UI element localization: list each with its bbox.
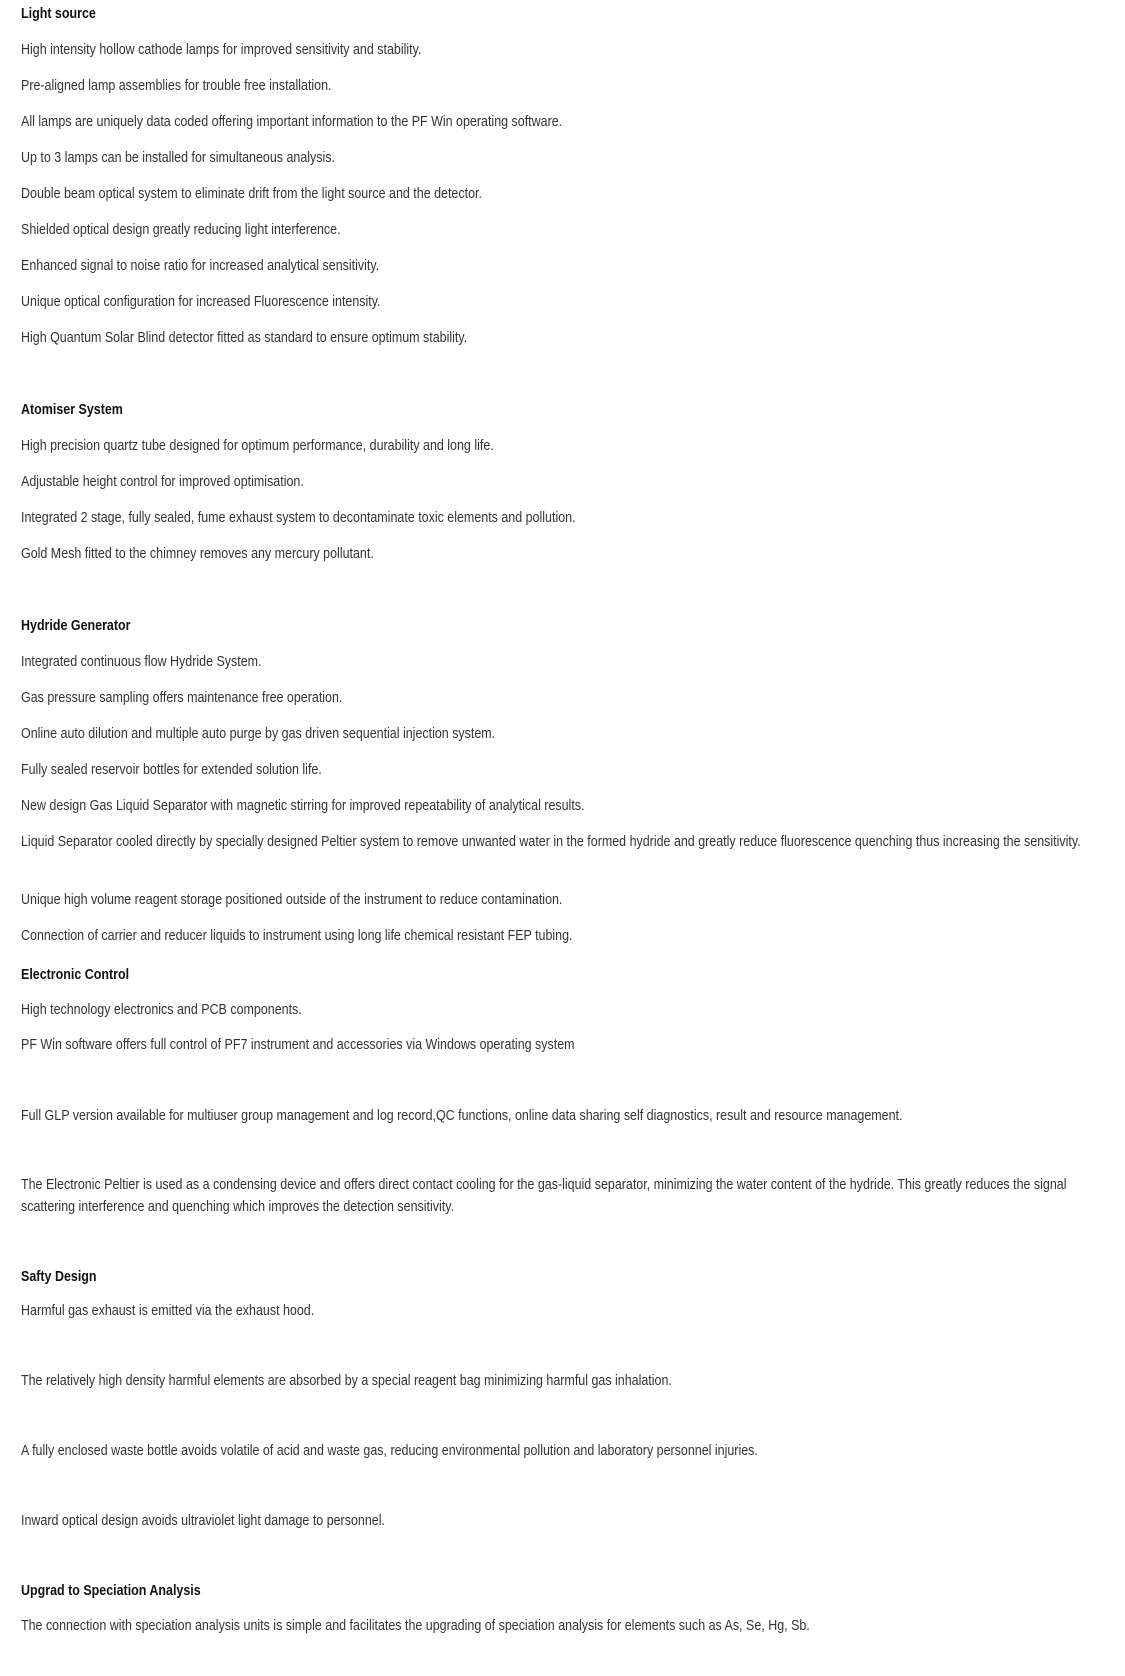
- paragraph: High intensity hollow cathode lamps for improved sensitivity and stability.: [21, 42, 422, 58]
- paragraph: The relatively high density harmful elements are absorbed by a special reagent bag minimizing harmful gas inhalation.: [21, 1373, 672, 1389]
- paragraph: Harmful gas exhaust is emitted via the exhaust hood.: [21, 1303, 315, 1319]
- paragraph: High precision quartz tube designed for optimum performance, durability and long life.: [21, 438, 494, 454]
- paragraph: PF Win software offers full control of PF7 instrument and accessories via Windows operating system: [21, 1037, 575, 1053]
- paragraph: High technology electronics and PCB components.: [21, 1002, 302, 1018]
- section-heading-hydride-generator: Hydride Generator: [21, 618, 131, 634]
- paragraph: Liquid Separator cooled directly by specially designed Peltier system to remove unwanted water in the formed hydride and greatly reduce fluorescence quenching thus increasing the sensitivity.: [21, 834, 1081, 850]
- paragraph: Shielded optical design greatly reducing light interference.: [21, 222, 341, 238]
- paragraph: Enhanced signal to noise ratio for increased analytical sensitivity.: [21, 258, 380, 274]
- paragraph: Online auto dilution and multiple auto purge by gas driven sequential injection system.: [21, 726, 496, 742]
- section-heading-light-source: Light source: [21, 6, 96, 22]
- paragraph: Pre-aligned lamp assemblies for trouble free installation.: [21, 78, 332, 94]
- paragraph: All lamps are uniquely data coded offering important information to the PF Win operating software.: [21, 114, 563, 130]
- paragraph: High Quantum Solar Blind detector fitted as standard to ensure optimum stability.: [21, 330, 468, 346]
- paragraph: Unique high volume reagent storage positioned outside of the instrument to reduce contamination.: [21, 892, 563, 908]
- paragraph: Integrated continuous flow Hydride System.: [21, 654, 262, 670]
- paragraph: Up to 3 lamps can be installed for simultaneous analysis.: [21, 150, 335, 166]
- paragraph: A fully enclosed waste bottle avoids volatile of acid and waste gas, reducing environmental pollution and laboratory personnel injuries.: [21, 1443, 758, 1459]
- paragraph: Adjustable height control for improved optimisation.: [21, 474, 304, 490]
- paragraph: The Electronic Peltier is used as a condensing device and offers direct contact cooling for the gas-liquid separator, minimizing the water content of the hydride. This greatly reduces the signal scattering interference and quenching which improves the detection sensitivity.: [21, 1177, 1067, 1215]
- section-heading-electronic-control: Electronic Control: [21, 967, 130, 983]
- section-heading-atomiser-system: Atomiser System: [21, 402, 123, 418]
- paragraph: Full GLP version available for multiuser group management and log record,QC functions, online data sharing self diagnostics, result and resource management.: [21, 1108, 903, 1124]
- paragraph: New design Gas Liquid Separator with magnetic stirring for improved repeatability of analytical results.: [21, 798, 585, 814]
- paragraph: Double beam optical system to eliminate drift from the light source and the detector.: [21, 186, 482, 202]
- paragraph: Fully sealed reservoir bottles for extended solution life.: [21, 762, 322, 778]
- paragraph: Gold Mesh fitted to the chimney removes any mercury pollutant.: [21, 546, 374, 562]
- paragraph: Connection of carrier and reducer liquids to instrument using long life chemical resistant FEP tubing.: [21, 928, 573, 944]
- section-heading-speciation-analysis: Upgrad to Speciation Analysis: [21, 1583, 201, 1599]
- paragraph: Gas pressure sampling offers maintenance free operation.: [21, 690, 343, 706]
- section-heading-safty-design: Safty Design: [21, 1269, 97, 1285]
- paragraph: Unique optical configuration for increased Fluorescence intensity.: [21, 294, 381, 310]
- paragraph: Inward optical design avoids ultraviolet light damage to personnel.: [21, 1513, 385, 1529]
- paragraph: Integrated 2 stage, fully sealed, fume exhaust system to decontaminate toxic elements and pollution.: [21, 510, 576, 526]
- paragraph: The connection with speciation analysis units is simple and facilitates the upgrading of speciation analysis for elements such as As, Se, Hg, Sb.: [21, 1618, 810, 1634]
